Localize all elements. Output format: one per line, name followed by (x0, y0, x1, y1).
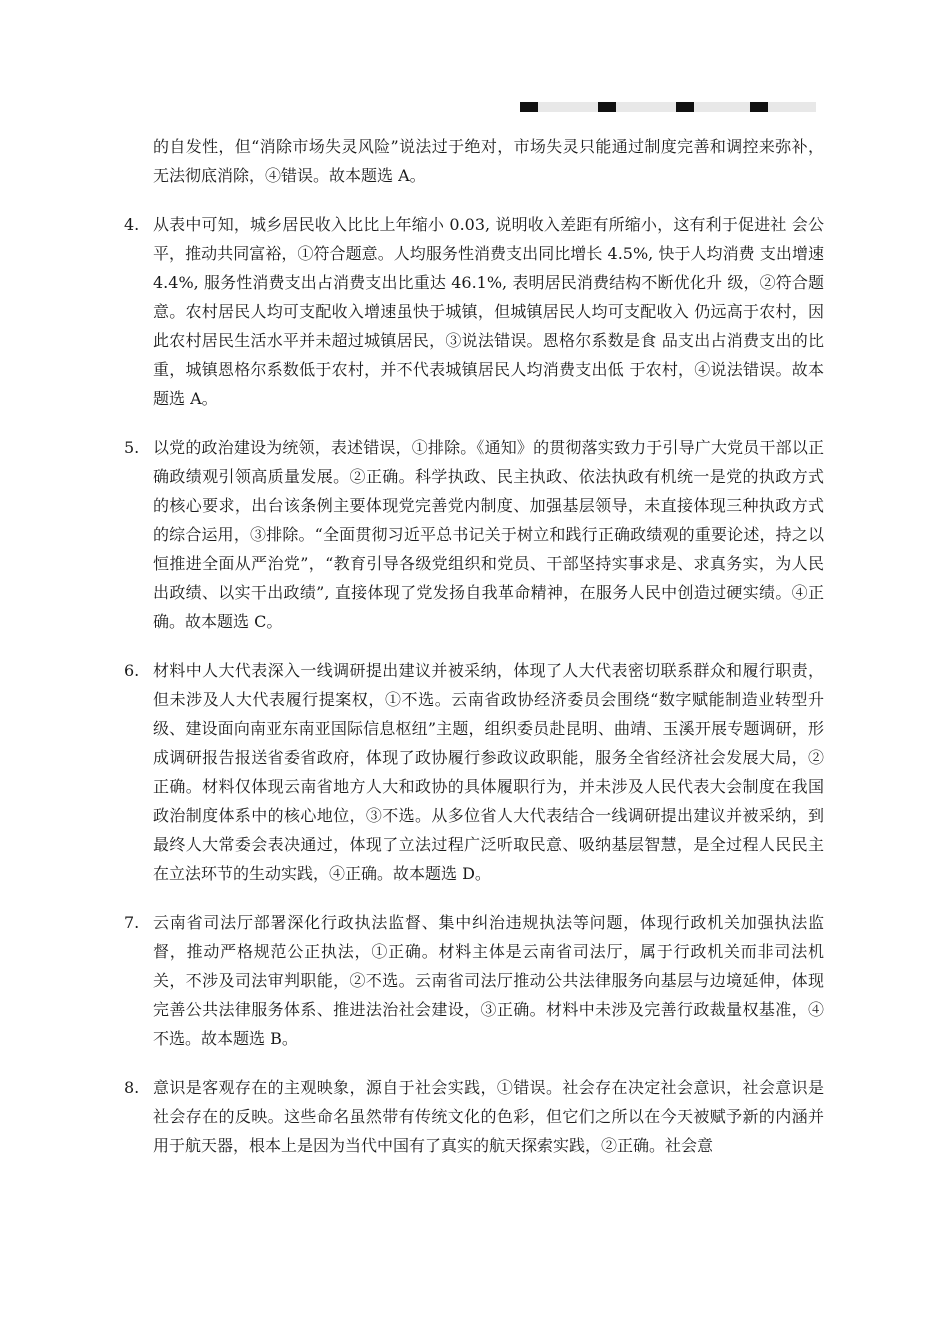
item-text: 以党的政治建设为统领，表述错误，①排除。《通知》的贯彻落实致力于引导广大党员干部以正确政绩观引领高质量发展。②正确。科学执政、民主执政、依法执政有机统一是党的执政方式的核心要求，出台该条例主要体现党完善党内制度、加强基层领导，未直接体现三种执政方式的综合运用，③排除。“全面贯彻习近平总书记关于树立和践行正确政绩观的重要论述，持之以恒推进全面从严治党”，“教育引导各级党组织和党员、干部坚持实事求是、求真务实，为人民出政绩、以实干出政绩”, 直接体现了党发扬自我革命精神，在服务人民中创造过硬实绩。④正确。故本题选 C。 (153, 438, 824, 631)
continuation-paragraph: 的自发性，但“消除市场失灵风险”说法过于绝对，市场失灵只能通过制度完善和调控来弥补，无法彻底消除，④错误。故本题选 A。 (153, 137, 824, 185)
item-text: 云南省司法厅部署深化行政执法监督、集中纠治违规执法等问题，体现行政机关加强执法监督，推动严格规范公正执法，①正确。材料主体是云南省司法厅，属于行政机关而非司法机关，不涉及司法审判职能，②不选。云南省司法厅推动公共法律服务向基层与边境延伸，体现完善公共法律服务体系、推进法治社会建设，③正确。材料中未涉及完善行政裁量权基准，④不选。故本题选 B。 (153, 913, 824, 1048)
item-number: 5. (124, 438, 140, 457)
item-number: 8. (124, 1078, 140, 1097)
answer-explanations (124, 132, 824, 1180)
redaction-block (598, 102, 616, 112)
redaction-gap (616, 102, 676, 112)
item-number: 7. (124, 913, 140, 932)
redacted-header-mark (520, 102, 816, 114)
redaction-gap (694, 102, 750, 112)
item-number: 4. (124, 215, 140, 234)
item-number: 6. (124, 661, 140, 680)
item-text: 从表中可知，城乡居民收入比比上年缩小 0.03, 说明收入差距有所缩小，这有利于促进社 会公平，推动共同富裕，①符合题意。人均服务性消费支出同比增长 4.5%, 快于人均消费 支出增速 4.4%, 服务性消费支出占消费支出比重达 46.1%, 表明居民消费结构不断优化升 级，②符合题意。农村居民人均可支配收入增速虽快于城镇，但城镇居民人均可支配收入 仍远高于农村，因此农村居民生活水平并未超过城镇居民，③说法错误。恩格尔系数是食 品支出占消费支出的比重，城镇恩格尔系数低于农村，并不代表城镇居民人均消费支出低 于农村，④说法错误。故本题选 A。 (153, 215, 824, 408)
redaction-block (750, 102, 768, 112)
redaction-gap (538, 102, 598, 112)
answer-item-6 (124, 656, 824, 888)
redaction-block (676, 102, 694, 112)
answer-item-4 (124, 210, 824, 413)
answer-item-7 (124, 908, 824, 1053)
answer-item-5 (124, 433, 824, 636)
redaction-gap (768, 102, 816, 112)
redaction-block (520, 102, 538, 112)
item-text: 材料中人大代表深入一线调研提出建议并被采纳，体现了人大代表密切联系群众和履行职责，但未涉及人大代表履行提案权，①不选。云南省政协经济委员会围绕“数字赋能制造业转型升级、建设面向南亚东南亚国际信息枢纽”主题，组织委员赴昆明、曲靖、玉溪开展专题调研，形成调研报告报送省委省政府，体现了政协履行参政议政职能，服务全省经济社会发展大局，②正确。材料仅体现云南省地方人大和政协的具体履职行为，并未涉及人民代表大会制度在我国政治制度体系中的核心地位，③不选。从多位省人大代表结合一线调研提出建议并被采纳，到最终人大常委会表决通过，体现了立法过程广泛听取民意、吸纳基层智慧，是全过程人民民主在立法环节的生动实践，④正确。故本题选 D。 (153, 661, 824, 883)
answer-item-8 (124, 1073, 824, 1160)
item-text: 意识是客观存在的主观映象，源自于社会实践，①错误。社会存在决定社会意识，社会意识是社会存在的反映。这些命名虽然带有传统文化的色彩，但它们之所以在今天被赋予新的内涵并用于航天器，根本上是因为当代中国有了真实的航天探索实践，②正确。社会意 (153, 1078, 824, 1155)
